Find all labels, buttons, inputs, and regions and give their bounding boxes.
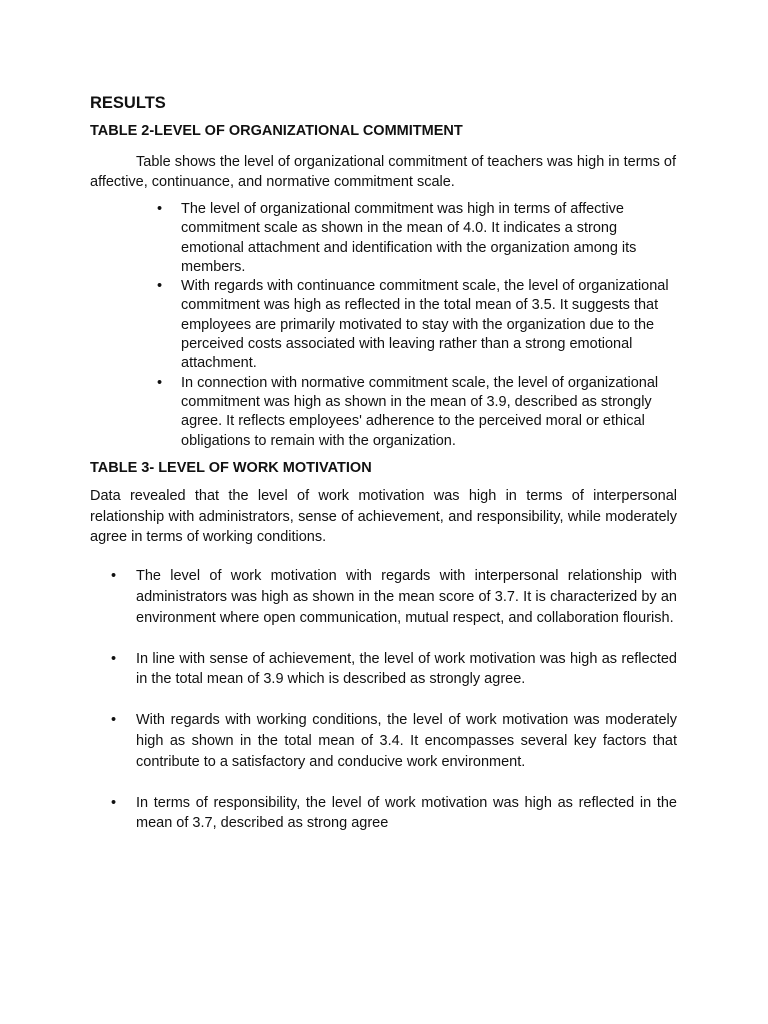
page-title: RESULTS	[90, 94, 166, 112]
document-page	[90, 92, 677, 854]
section-heading-table-3: TABLE 3- LEVEL OF WORK MOTIVATION	[90, 459, 372, 476]
list-item: • The level of work motivation with regards with interpersonal relationship with administrators was high as shown in the mean score of 3.7. It is characterized by an environment where open communication, mutual respect, and collaboration flourish.	[136, 566, 677, 628]
section-intro-table-2: Table shows the level of organizational commitment of teachers was high in terms of affective, continuance, and normative commitment scale.	[90, 154, 676, 190]
list-item: • With regards with working conditions, the level of work motivation was moderately high as shown in the total mean of 3.4. It encompasses several key factors that contribute to a satisfactory and conducive work environment.	[136, 710, 677, 772]
bullet-list-table-3	[90, 566, 677, 834]
list-item: • In connection with normative commitment scale, the level of organizational commitment was high as shown in the mean of 3.9, described as strongly agree. It reflects employees' adherence to the perceived moral or ethical obligations to remain with the organization.	[181, 374, 677, 451]
list-item: • In terms of responsibility, the level of work motivation was high as reflected in the mean of 3.7, described as strong agree	[136, 793, 677, 835]
list-item: • In line with sense of achievement, the level of work motivation was high as reflected in the total mean of 3.9 which is described as strongly agree.	[136, 649, 677, 691]
list-item: • The level of organizational commitment was high in terms of affective commitment scale as shown in the mean of 4.0. It indicates a strong emotional attachment and identification with the organization among its members.	[181, 200, 677, 277]
list-item: • With regards with continuance commitment scale, the level of organizational commitment was high as reflected in the total mean of 3.5. It suggests that employees are primarily motivated to stay with the organization due to the perceived costs associated with leaving rather than a strong emotional attachment.	[181, 277, 677, 373]
section-intro-table-3: Data revealed that the level of work motivation was high in terms of interpersonal relationship with administrators, sense of achievement, and responsibility, while moderately agree in terms of working conditions.	[90, 487, 677, 546]
section-heading-table-2: TABLE 2-LEVEL OF ORGANIZATIONAL COMMITMENT	[90, 123, 463, 139]
bullet-list-table-2	[90, 200, 677, 451]
